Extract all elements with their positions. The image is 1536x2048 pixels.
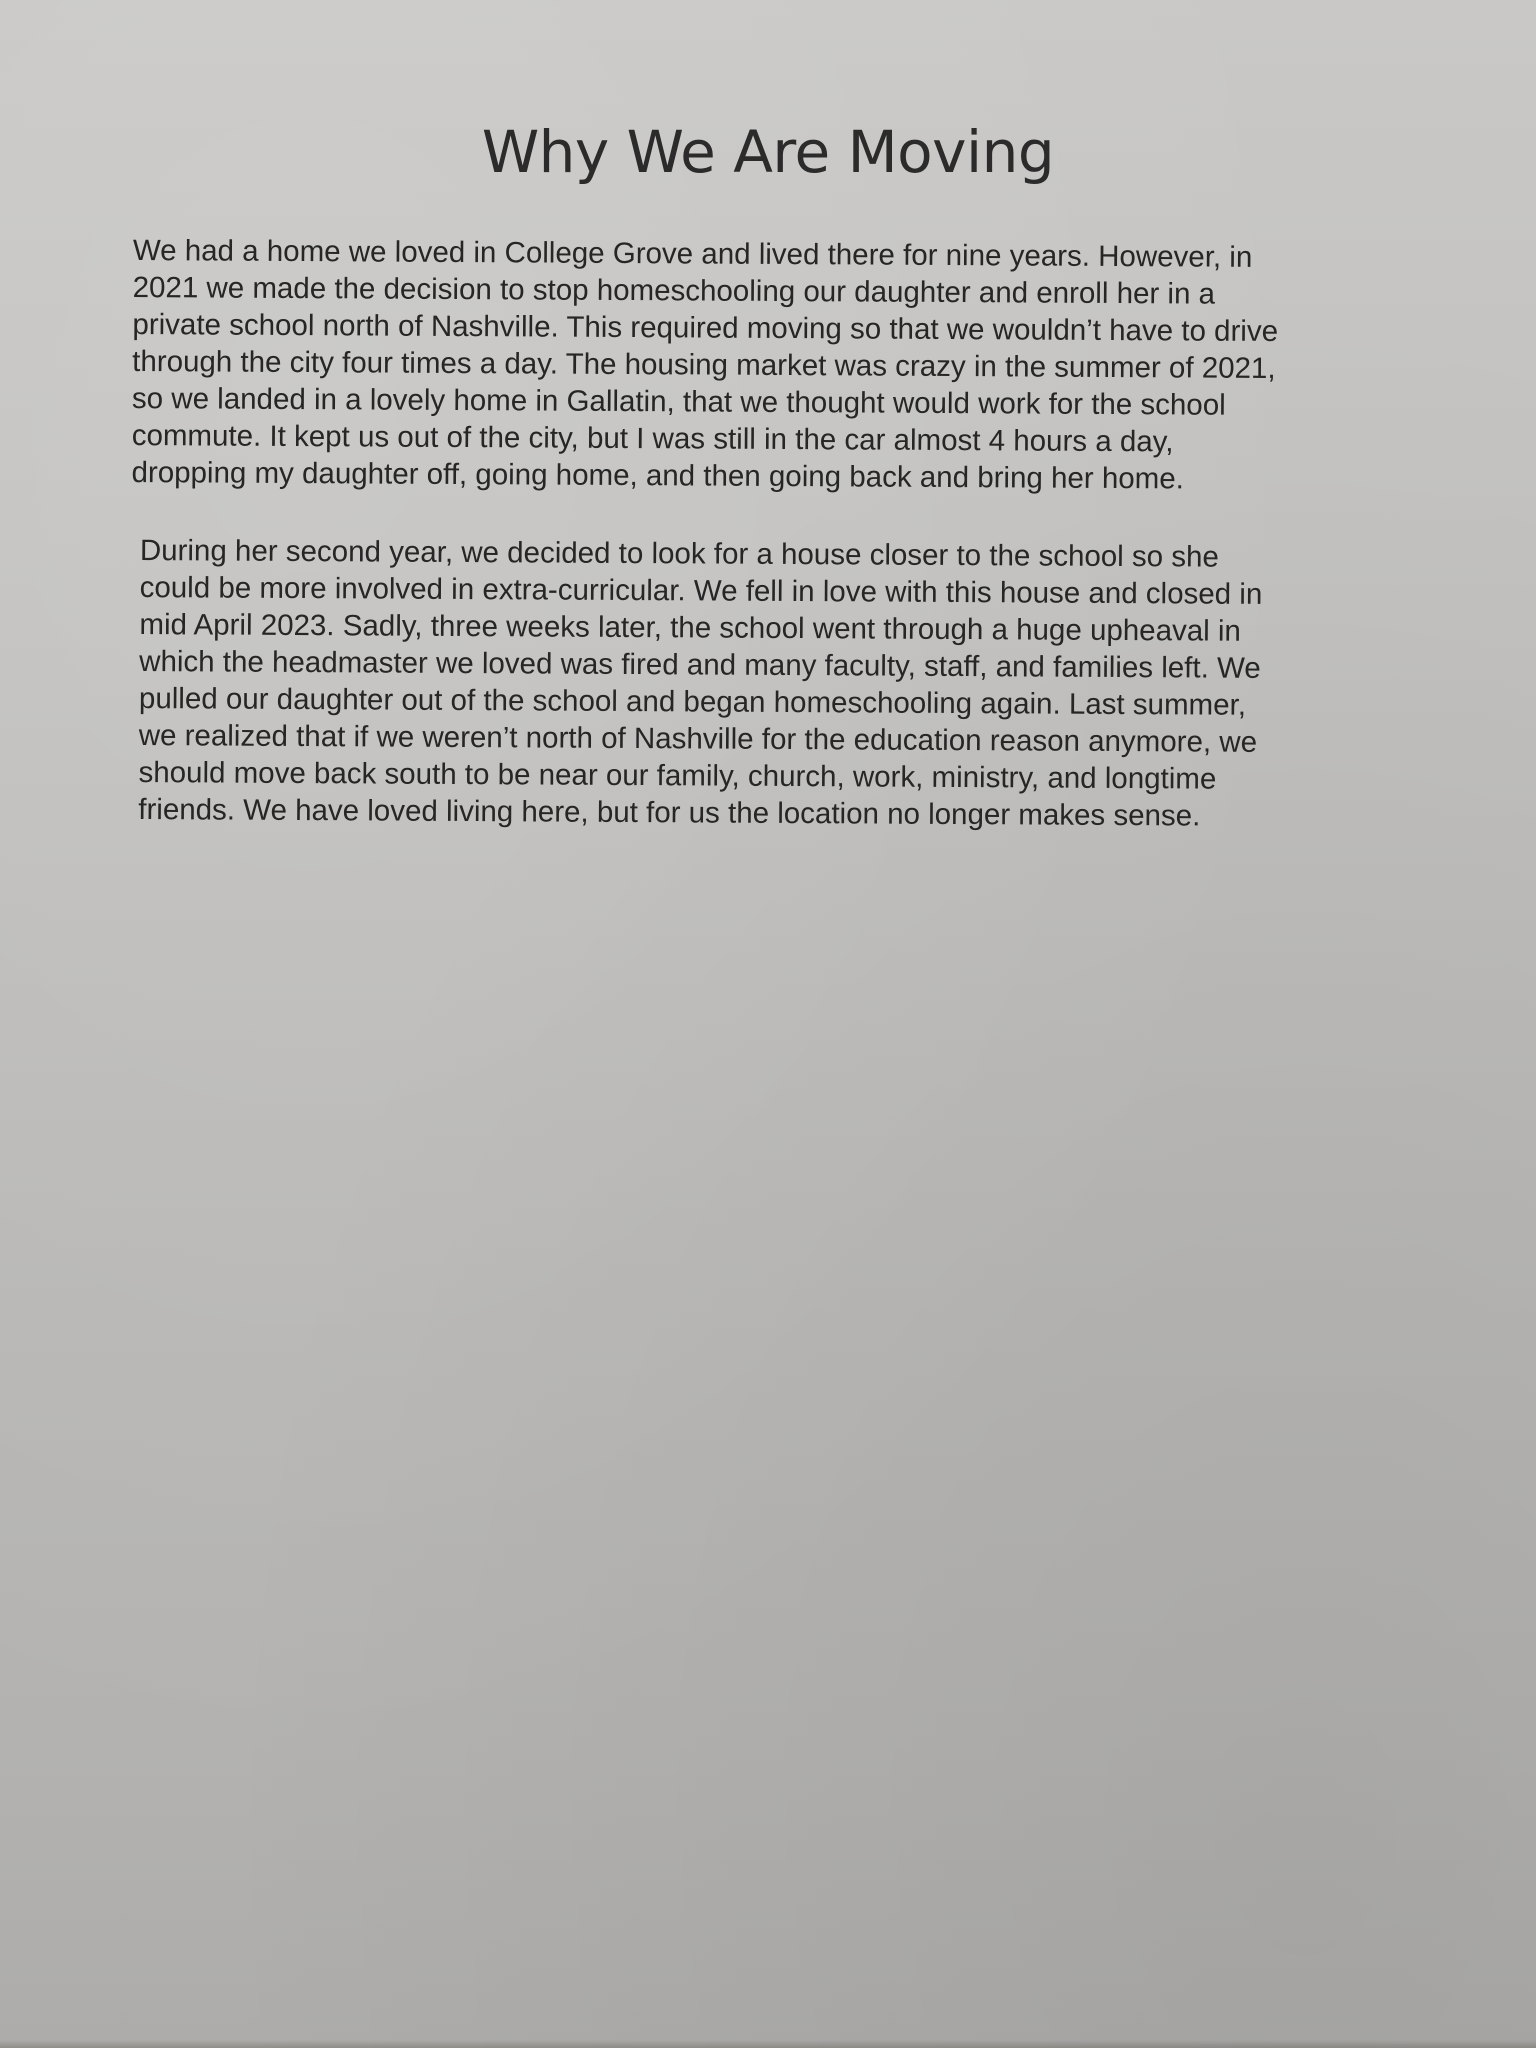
paragraph-2: [138, 532, 1390, 836]
paragraph-line: 2021 we made the decision to stop homeschooling our daughter and enroll her in a: [132, 270, 1216, 311]
paragraph-line: During her second year, we decided to look for a house closer to the school so she: [139, 533, 1219, 574]
paragraph-line: We had a home we loved in College Grove and lived there for nine years. However, in: [132, 233, 1253, 274]
paragraph-line: which the headmaster we loved was fired and many faculty, staff, and families left. We: [139, 644, 1261, 685]
paragraph-line: through the city four times a day. The housing market was crazy in the summer of 2021,: [132, 344, 1276, 385]
paragraph-line: we realized that if we weren’t north of Nashville for the education reason anymore, we: [138, 718, 1258, 759]
paragraph-line: could be more involved in extra-curricular. We fell in love with this house and closed in: [139, 570, 1263, 611]
paragraph-line: private school north of Nashville. This required moving so that we wouldn’t have to drive: [132, 307, 1279, 348]
paper-bottom-shadow: [0, 2040, 1536, 2048]
paragraph-line: mid April 2023. Sadly, three weeks later, the school went through a huge upheaval in: [139, 607, 1241, 648]
paragraph-line: should move back south to be near our family, church, work, ministry, and longtime: [138, 755, 1217, 796]
paragraph-1: [131, 232, 1383, 499]
paragraph-line: commute. It kept us out of the city, but I was still in the car almost 4 hours a day,: [131, 418, 1174, 459]
paragraph-line: dropping my daughter off, going home, and then going back and bring her home.: [131, 455, 1184, 496]
document-title: Why We Are Moving: [481, 118, 1055, 186]
paragraph-line: so we landed in a lovely home in Gallatin, that we thought would work for the school: [131, 381, 1226, 422]
paragraph-line: pulled our daughter out of the school and began homeschooling again. Last summer,: [138, 681, 1247, 722]
paragraph-line: friends. We have loved living here, but for us the location no longer makes sense.: [138, 792, 1201, 833]
